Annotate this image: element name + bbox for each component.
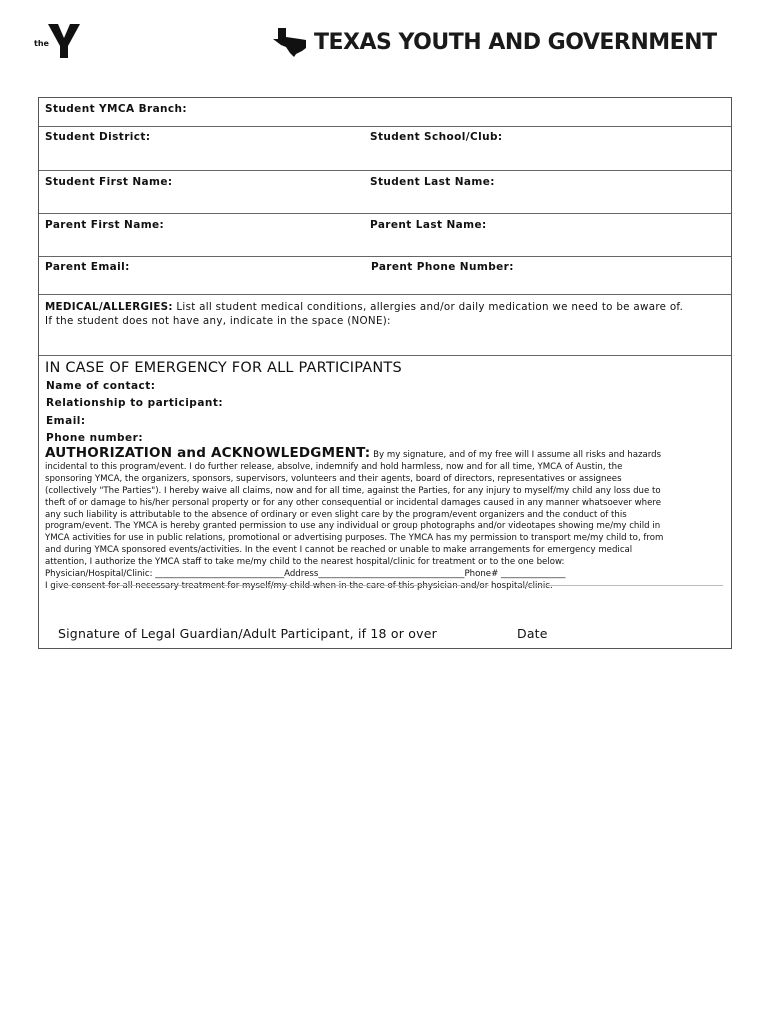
authorization-line: and during YMCA sponsored events/activities. In the event I cannot be reached or unable to make arrangements for emergency medical (45, 545, 633, 556)
medical-text-2: If the student does not have any, indicate in the space (NONE): (45, 315, 391, 327)
branch-row (39, 98, 731, 127)
authorization-line: theft of or damage to his/her personal property or for any other consequential or incidental damages caused in any manner whatsoever where (45, 497, 662, 508)
medical-label: MEDICAL/ALLERGIES: (45, 301, 173, 313)
authorization-line: attention, I authorize the YMCA staff to take me/my child to the nearest hospital/clinic for treatment or to the one below: (45, 557, 565, 568)
ymca-y-icon (34, 22, 84, 60)
emergency-email-field[interactable]: Email: (46, 415, 86, 427)
authorization-line: I give consent for all necessary treatment for myself/my child when in the care of this physician and/or hospital/clinic. (45, 580, 553, 591)
medical-row (39, 295, 731, 356)
parent-first-field[interactable]: Parent First Name: (45, 219, 165, 231)
ymca-logo-the: the (34, 39, 49, 48)
authorization-line: program/event. The YMCA is hereby granted permission to use any individual or group photographs and/or videotapes showing me/my child in (45, 521, 661, 532)
date-label: Date (517, 626, 548, 641)
parent-contact-row (39, 257, 731, 295)
registration-form (38, 97, 732, 649)
physician-line[interactable]: Physician/Hospital/Clinic: ______________________________Address__________________________________Phone# _______________ (45, 569, 566, 580)
texas-state-icon (272, 27, 308, 57)
student-name-row (39, 171, 731, 214)
authorization-line: incidental to this program/event. I do further release, absolve, indemnify and hold harmless, now and for all time, YMCA of Austin, the (45, 461, 623, 472)
authorization-line: YMCA activities for use in public relations, promotional or advertising purposes. The YMCA has my permission to transport me/my child to, from (45, 533, 664, 544)
parent-name-row (39, 214, 731, 257)
authorization-first-line: By my signature, and of my free will I assume all risks and hazards (370, 450, 662, 460)
medical-text-1: List all student medical conditions, allergies and/or daily medication we need to be aware of. (172, 301, 684, 313)
emergency-relationship-field[interactable]: Relationship to participant: (46, 397, 224, 409)
parent-email-field[interactable]: Parent Email: (45, 261, 130, 273)
authorization-line: (collectively "The Parties"). I hereby waive all claims, now and for all time, against the Parties, for any injury to myself/my child any loss due to (45, 485, 661, 496)
ymca-logo (34, 22, 84, 60)
authorization-line: sponsoring YMCA, the organizers, sponsors, supervisors, volunteers and their agents, board of directors, representatives or assignees (45, 473, 622, 484)
authorization-heading: AUTHORIZATION and ACKNOWLEDGMENT: (45, 445, 371, 461)
last-name-field[interactable]: Student Last Name: (370, 176, 495, 188)
authorization-text (45, 445, 735, 593)
branch-field[interactable]: Student YMCA Branch: (45, 103, 188, 115)
emergency-title: IN CASE OF EMERGENCY FOR ALL PARTICIPANTS (45, 360, 402, 376)
page-title: TEXAS YOUTH AND GOVERNMENT (314, 29, 717, 55)
first-name-field[interactable]: Student First Name: (45, 176, 173, 188)
medical-field[interactable] (45, 300, 725, 328)
guardian-signature-label: Signature of Legal Guardian/Adult Participant, if 18 or over (58, 626, 437, 641)
emergency-phone-field[interactable]: Phone number: (46, 432, 144, 444)
guardian-signature-line[interactable] (57, 585, 489, 586)
texas-youth-government-logo (272, 26, 717, 58)
parent-phone-field[interactable]: Parent Phone Number: (371, 261, 514, 273)
district-row (39, 127, 731, 171)
district-field[interactable]: Student District: (45, 131, 151, 143)
parent-last-field[interactable]: Parent Last Name: (370, 219, 487, 231)
school-field[interactable]: Student School/Club: (370, 131, 503, 143)
date-signature-line[interactable] (517, 585, 723, 586)
authorization-line: any such liability is attributable to the absence of ordinary or even slight care by the program/event organizers and the conduct of this (45, 509, 627, 520)
emergency-contact-field[interactable]: Name of contact: (46, 380, 156, 392)
